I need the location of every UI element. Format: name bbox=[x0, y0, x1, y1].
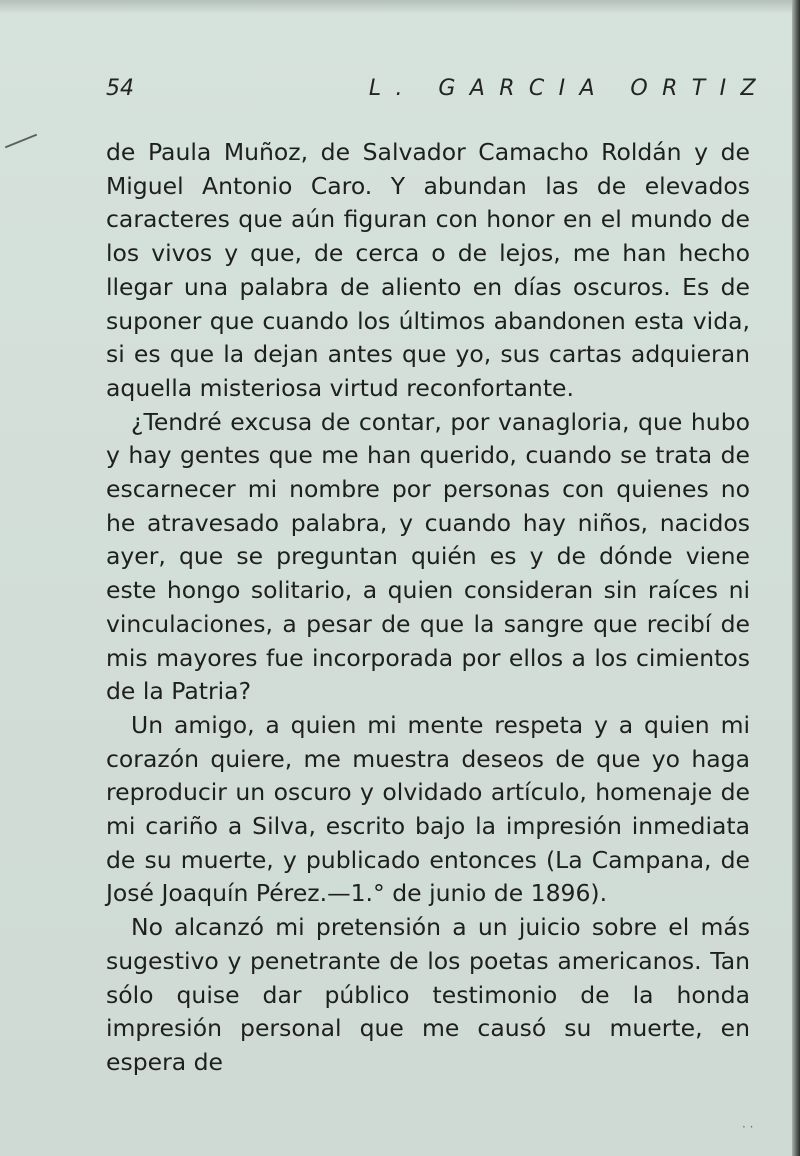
speck-marks: · · bbox=[742, 1120, 754, 1134]
paragraph: ¿Tendré excusa de contar, por vanagloria, que hubo y hay gentes que me han querido, cuando se trata de escarnecer mi nombre por personas con quienes no he atravesado palabra, y cuando hay niños, nacidos ayer, que se preguntan quién es y de dónde viene este hongo solitario, a quien consideran sin raíces ni vinculaciones, a pesar de que la sangre que recibí de mis mayores fue incorporada por ellos a los cimientos de la Patria? bbox=[106, 407, 750, 706]
paragraph: de Paula Muñoz, de Salvador Camacho Roldán y de Miguel Antonio Caro. Y abundan las de elevados caracteres que aún figuran con honor en el mundo de los vivos y que, de cerca o de lejos, me han hecho llegar una palabra de aliento en días oscuros. Es de suponer que cuando los últimos abandonen esta vida, si es que la dejan antes que yo, sus cartas adquieran aquella misteriosa virtud reconfortante. bbox=[106, 138, 750, 402]
page-edge bbox=[792, 0, 800, 1156]
pencil-mark bbox=[5, 134, 37, 149]
page-top-shadow bbox=[0, 0, 792, 14]
page-header bbox=[106, 76, 770, 112]
page-number: 54 bbox=[106, 76, 134, 101]
running-title: L. GARCIA ORTIZ bbox=[368, 76, 770, 101]
paragraph: Un amigo, a quien mi mente respeta y a quien mi corazón quiere, me muestra deseos de que yo haga reproducir un oscuro y olvidado artículo, homenaje de mi cariño a Silva, escrito bajo la impresión inmediata de su muerte, y publicado entonces (La Campana, de José Joaquín Pérez.—1.° de junio de 1896). bbox=[106, 710, 750, 908]
paragraph: No alcanzó mi pretensión a un juicio sobre el más sugestivo y penetrante de los poetas americanos. Tan sólo quise dar público testimonio de la honda impresión personal que me causó su muerte, en espera de bbox=[106, 913, 750, 1076]
body-text bbox=[106, 136, 750, 1080]
